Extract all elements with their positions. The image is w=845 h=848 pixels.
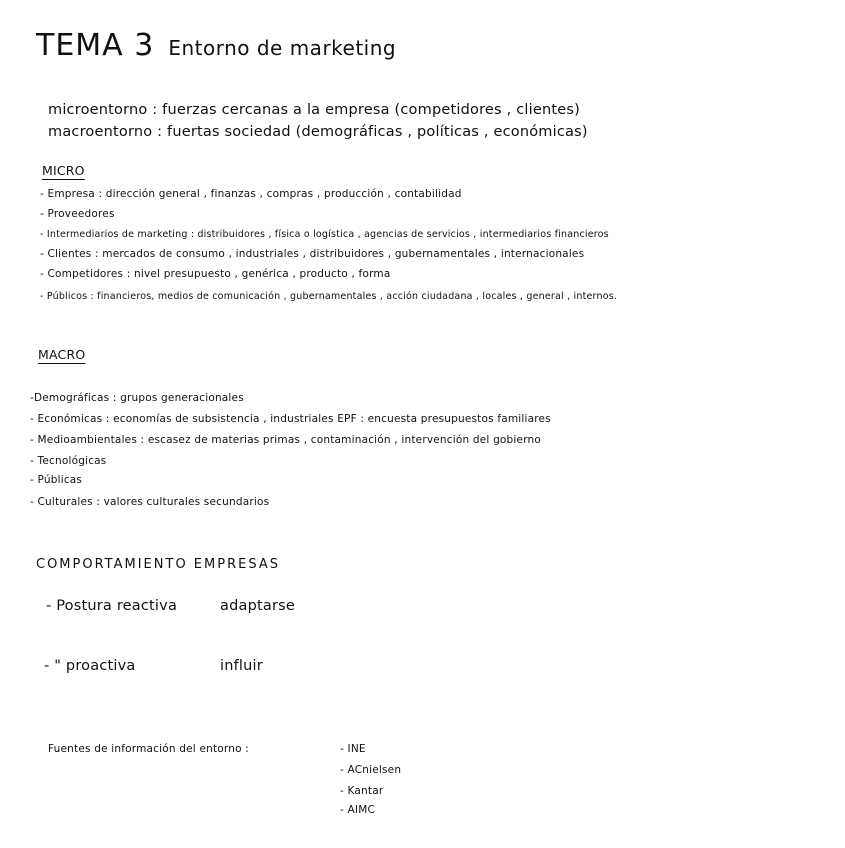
macro-item: - Económicas : economías de subsistencia , industriales EPF : encuesta presupuestos familiares xyxy=(30,413,551,425)
micro-item: - Clientes : mercados de consumo , industriales , distribuidores , gubernamentales , internacionales xyxy=(40,248,585,260)
page-title xyxy=(36,28,396,63)
proactiva-prefix: - " proactiva xyxy=(44,658,136,674)
intro-microentorno: microentorno : fuerzas cercanas a la empresa (competidores , clientes) xyxy=(48,102,580,118)
macro-item: - Medioambientales : escasez de materias primas , contaminación , intervención del gobierno xyxy=(30,434,542,446)
comportamiento-heading: COMPORTAMIENTO EMPRESAS xyxy=(36,557,280,572)
macro-item: - Públicas xyxy=(30,474,83,486)
reactiva-action: adaptarse xyxy=(220,598,295,614)
fuente-item: - INE xyxy=(340,743,366,755)
macro-item: -Demográficas : grupos generacionales xyxy=(30,392,244,404)
micro-item: - Intermediarios de marketing : distribuidores , física o logística , agencias de servicios , intermediarios financieros xyxy=(40,229,609,240)
title-main: TEMA 3 xyxy=(36,28,155,63)
intro-macroentorno: macroentorno : fuertas sociedad (demográficas , políticas , económicas) xyxy=(48,124,588,140)
macro-item: - Culturales : valores culturales secundarios xyxy=(30,496,270,508)
micro-item: - Proveedores xyxy=(40,208,115,220)
micro-heading: MICRO xyxy=(42,163,85,178)
proactiva-action: influir xyxy=(220,658,263,674)
reactiva-prefix: - Postura reactiva xyxy=(46,598,178,614)
micro-item: - Competidores : nivel presupuesto , genérica , producto , forma xyxy=(40,268,391,280)
title-subtitle: Entorno de marketing xyxy=(168,36,397,60)
fuente-item: - AIMC xyxy=(340,804,375,816)
fuente-item: - Kantar xyxy=(340,785,384,797)
macro-item: - Tecnológicas xyxy=(30,455,107,467)
micro-item: - Públicos : financieros, medios de comunicación , gubernamentales , acción ciudadana , locales , general , internos. xyxy=(40,291,618,302)
macro-heading: MACRO xyxy=(38,347,86,362)
fuentes-label: Fuentes de información del entorno : xyxy=(48,743,249,755)
fuente-item: - ACnielsen xyxy=(340,764,402,776)
micro-item: - Empresa : dirección general , finanzas , compras , producción , contabilidad xyxy=(40,188,462,200)
